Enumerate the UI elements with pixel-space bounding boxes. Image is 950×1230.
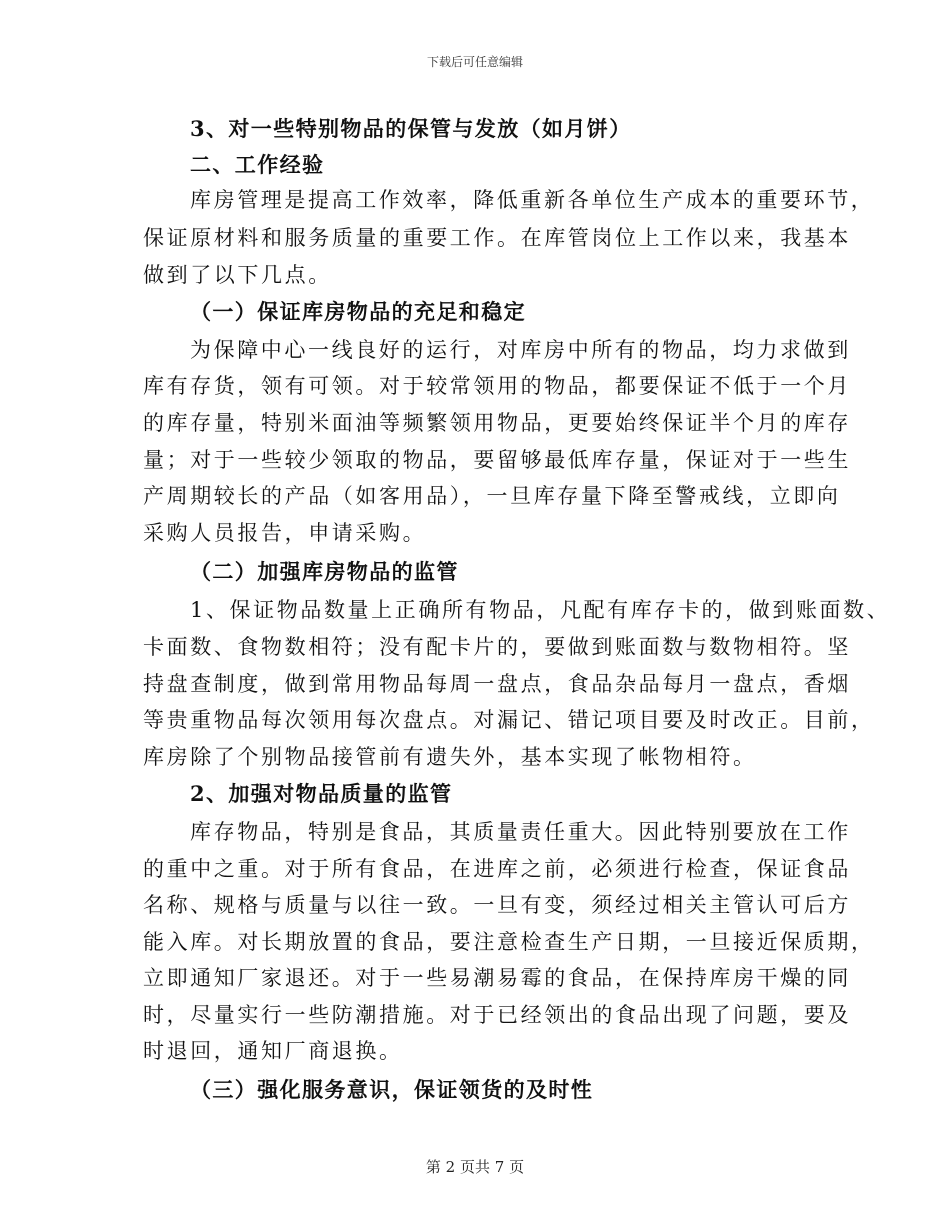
paragraph-line: 库有存货，领有可领。对于较常领用的物品，都要保证不低于一个月: [143, 374, 851, 398]
item-heading: 3、对一些特别物品的保管与发放（如月饼）: [190, 116, 632, 141]
paragraph-line: 时，尽量实行一些防潮措施。对于已经领出的食品出现了问题，要及: [143, 1003, 851, 1027]
paragraph-line: 名称、规格与质量与以往一致。一旦有变，须经过相关主管认可后方: [143, 893, 851, 917]
header-note: 下载后可任意编辑: [426, 55, 523, 69]
paragraph-line: 的重中之重。对于所有食品，在进库之前，必须进行检查，保证食品: [143, 857, 851, 881]
paragraph-line: 为保障中心一线良好的运行，对库房中所有的物品，均力求做到: [190, 338, 851, 362]
paragraph-line: 保证原材料和服务质量的重要工作。在库管岗位上工作以来，我基本: [143, 226, 851, 250]
paragraph-line: 等贵重物品每次领用每次盘点。对漏记、错记项目要及时改正。目前，: [143, 708, 875, 732]
subsection-heading: （三）强化服务意识，保证领货的及时性: [190, 1077, 594, 1102]
paragraph-line: 量；对于一些较少领取的物品，要留够最低库存量，保证对于一些生: [143, 448, 851, 472]
page-number: 第 2 页共 7 页: [425, 1158, 525, 1176]
paragraph-line: 持盘查制度，做到常用物品每周一盘点，食品杂品每月一盘点，香烟: [143, 672, 851, 696]
paragraph-line: 1、保证物品数量上正确所有物品，凡配有库存卡的，做到账面数、: [190, 598, 891, 622]
paragraph-line: 时退回，通知厂商退换。: [143, 1039, 403, 1063]
paragraph-line: 立即通知厂家退还。对于一些易潮易霉的食品，在保持库房干燥的同: [143, 966, 851, 990]
paragraph-line: 的库存量，特别米面油等频繁领用物品，更要始终保证半个月的库存: [143, 411, 851, 435]
item-heading: 2、加强对物品质量的监管: [190, 781, 453, 806]
paragraph-line: 库房除了个别物品接管前有遗失外，基本实现了帐物相符。: [143, 745, 757, 769]
subsection-heading: （二）加强库房物品的监管: [190, 559, 459, 584]
paragraph-line: 能入库。对长期放置的食品，要注意检查生产日期，一旦接近保质期，: [143, 930, 875, 954]
paragraph-line: 做到了以下几点。: [143, 263, 332, 287]
subsection-heading: （一）保证库房物品的充足和稳定: [190, 299, 526, 324]
section-heading: 二、工作经验: [190, 152, 325, 177]
paragraph-line: 库房管理是提高工作效率，降低重新各单位生产成本的重要环节，: [190, 188, 875, 212]
paragraph-line: 产周期较长的产品（如客用品），一旦库存量下降至警戒线，立即向: [143, 484, 841, 508]
paragraph-line: 库存物品，特别是食品，其质量责任重大。因此特别要放在工作: [190, 820, 851, 844]
paragraph-line: 采购人员报告，申请采购。: [143, 521, 427, 545]
paragraph-line: 卡面数、食物数相符；没有配卡片的，要做到账面数与数物相符。坚: [143, 635, 851, 659]
